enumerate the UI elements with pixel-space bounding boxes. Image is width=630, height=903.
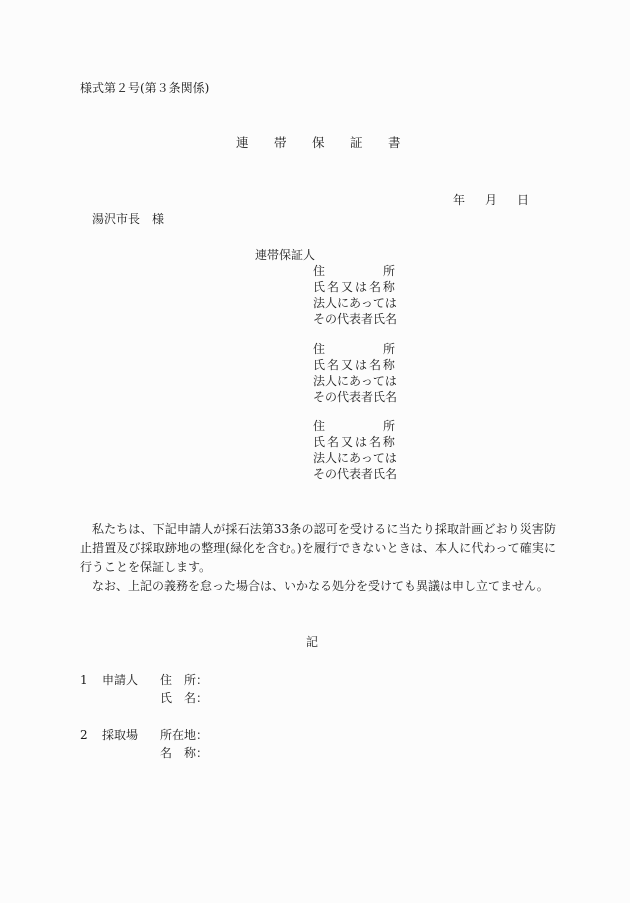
guarantor-block-2 <box>313 341 398 405</box>
title-char: 保 <box>312 135 325 150</box>
title-char: 証 <box>350 135 363 150</box>
label-char: 称 <box>183 746 196 760</box>
label-char: 所 <box>183 673 196 687</box>
date-year-label: 年 <box>453 193 466 207</box>
name-label <box>313 279 395 295</box>
corp-label: 法人にあっては <box>313 451 397 465</box>
label-char: 名 <box>160 746 173 760</box>
field-label <box>160 689 196 707</box>
quarry-name-field <box>160 744 209 762</box>
label-char: は <box>354 280 367 294</box>
label-char: 在 <box>172 728 185 742</box>
colon: ： <box>196 691 209 705</box>
applicant-name-field <box>160 689 209 707</box>
guarantee-statement: 私たちは、下記申請人が採石法第33条の認可を受けるに当たり採取計画どおり災害防止措置及び採取跡地の整理(緑化を含む。)を履行できないときは、本人に代わって確実に行うことを保証します。 <box>80 522 556 574</box>
label-char: 氏 <box>313 358 326 372</box>
label-char: 又 <box>340 435 353 449</box>
field-label <box>160 671 196 689</box>
document-title <box>236 135 426 151</box>
label-char: 氏 <box>313 435 326 449</box>
label-char: 所 <box>382 342 395 356</box>
form-number: 様式第２号(第３条関係) <box>80 81 210 95</box>
label-char: 称 <box>382 280 395 294</box>
label-char: 所 <box>382 264 395 278</box>
ki-heading: 記 <box>306 635 319 649</box>
label-char: 名 <box>368 358 381 372</box>
label-char: 住 <box>313 419 326 433</box>
field-label <box>160 726 196 744</box>
colon: ： <box>196 746 209 760</box>
label-char: 名 <box>368 435 381 449</box>
address-label <box>313 418 395 434</box>
item-category: 申請人 <box>102 673 139 687</box>
applicant-address-field <box>160 671 209 689</box>
label-char: 名 <box>368 280 381 294</box>
addressee: 湯沢市長 様 <box>92 212 165 226</box>
label-char: 又 <box>340 280 353 294</box>
label-char: 名 <box>326 280 339 294</box>
address-label <box>313 263 395 279</box>
item-category: 採取場 <box>102 728 139 742</box>
label-char: 所 <box>160 728 173 742</box>
date-day-label: 日 <box>517 193 530 207</box>
label-char: 氏 <box>313 280 326 294</box>
label-char: 氏 <box>160 691 173 705</box>
colon: ： <box>196 728 209 742</box>
item-number: 1 <box>80 673 88 687</box>
date-month-label: 月 <box>485 193 498 207</box>
colon: ： <box>196 673 209 687</box>
name-label <box>313 434 395 450</box>
label-char: 名 <box>183 691 196 705</box>
title-char: 書 <box>388 135 401 150</box>
label-char: 名 <box>326 435 339 449</box>
item-applicant <box>80 671 209 707</box>
guarantor-block-1 <box>313 263 398 327</box>
body-text <box>80 520 556 596</box>
label-char: 称 <box>382 358 395 372</box>
label-char: 称 <box>382 435 395 449</box>
label-char: は <box>354 435 367 449</box>
representative-label: その代表者氏名 <box>313 467 398 481</box>
label-char: 地 <box>184 728 197 742</box>
name-label <box>313 357 395 373</box>
representative-label: その代表者氏名 <box>313 312 398 326</box>
corp-label: 法人にあっては <box>313 296 397 310</box>
label-char: 住 <box>160 673 173 687</box>
address-label <box>313 341 395 357</box>
label-char: は <box>354 358 367 372</box>
guarantor-heading: 連帯保証人 <box>255 248 316 262</box>
title-char: 連 <box>236 135 249 150</box>
quarry-location-field <box>160 726 209 744</box>
item-number: 2 <box>80 728 88 742</box>
corp-label: 法人にあっては <box>313 374 397 388</box>
item-quarry-site <box>80 726 209 762</box>
label-char: 住 <box>313 264 326 278</box>
no-objection-statement: なお、上記の義務を怠った場合は、いかなる処分を受けても異議は申し立てません。 <box>92 579 549 593</box>
label-char: 名 <box>326 358 339 372</box>
label-char: 又 <box>340 358 353 372</box>
date-line <box>453 192 549 208</box>
label-char: 住 <box>313 342 326 356</box>
label-char: 所 <box>382 419 395 433</box>
title-char: 帯 <box>274 135 287 150</box>
field-label <box>160 744 196 762</box>
representative-label: その代表者氏名 <box>313 390 398 404</box>
guarantor-block-3 <box>313 418 398 482</box>
